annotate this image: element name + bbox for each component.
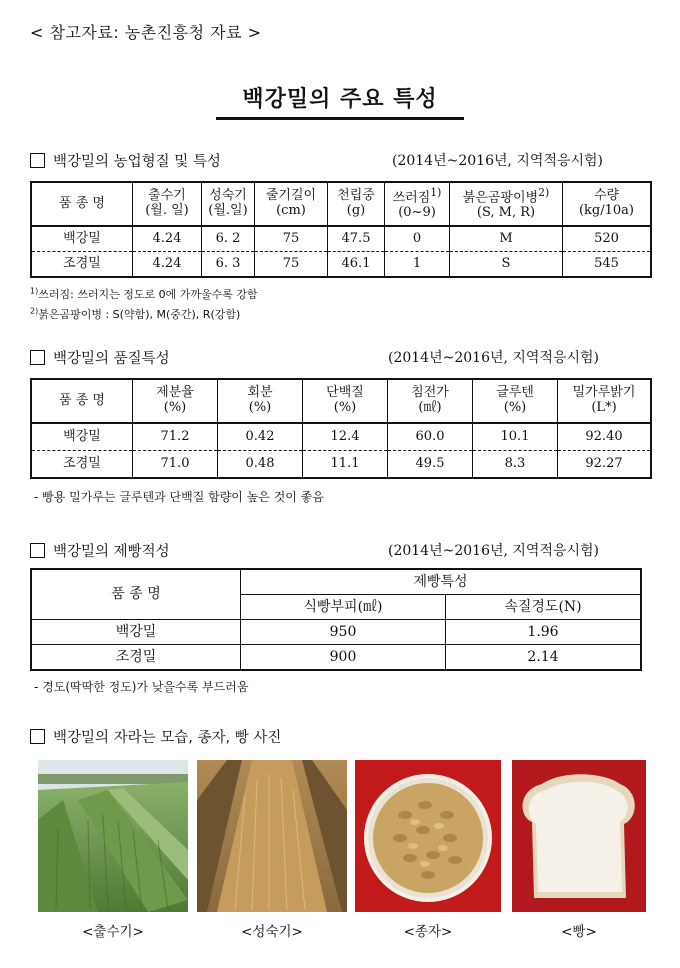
footnote-lodging: $^{1)}$쓰러짐: 쓰러지는 정도로 0에 가까울수록 강함 [30, 286, 258, 301]
table-row: 조경밀 900 2.14 [31, 645, 641, 671]
section-agri-note: (2014년~2016년, 지역적응시험) [392, 153, 604, 169]
col-variety: 품 종 명 [31, 379, 133, 423]
col-fusarium: 붉은곰팡이병$^{2)}$ (S, M, R) [450, 182, 563, 226]
col-variety: 품 종 명 [31, 569, 241, 620]
col-variety: 품 종 명 [31, 182, 133, 226]
col-sedimentation: 침전가 (㎖) [388, 379, 473, 423]
section-baking-note: (2014년~2016년, 지역적응시험) [388, 543, 600, 559]
table-row: 백강밀 950 1.96 [31, 620, 641, 645]
section-quality-note: (2014년~2016년, 지역적응시험) [388, 350, 600, 366]
checkbox-square-icon [30, 153, 45, 168]
caption-heading: <출수기> [82, 924, 144, 940]
table-row: 조경밀 71.0 0.48 11.1 49.5 8.3 92.27 [31, 451, 651, 479]
col-heading-date: 출수기 (월. 일) [133, 182, 202, 226]
checkbox-square-icon [30, 729, 45, 744]
heading-stage-photo [38, 760, 188, 912]
seed-photo [355, 760, 501, 912]
section-photos-heading: 백강밀의 자라는 모습, 종자, 빵 사진 [30, 726, 281, 747]
section-agri-heading: 백강밀의 농업형질 및 특성 [30, 150, 221, 171]
table-row: 백강밀 4.24 6. 2 75 47.5 0 M 520 [31, 226, 651, 252]
maturity-stage-photo [197, 760, 347, 912]
reference-header: < 참고자료: 농촌진흥청 자료 > [30, 23, 262, 42]
col-yield: 수량 (kg/10a) [563, 182, 652, 226]
caption-maturity: <성숙기> [241, 924, 303, 940]
table-row: 백강밀 71.2 0.42 12.4 60.0 10.1 92.40 [31, 423, 651, 451]
col-milling-rate: 제분율 (%) [133, 379, 218, 423]
col-loaf-volume: 식빵부피(㎖) [241, 595, 446, 620]
col-lodging: 쓰러짐$^{1)}$ (0~9) [385, 182, 450, 226]
table-row: 조경밀 4.24 6. 3 75 46.1 1 S 545 [31, 252, 651, 278]
col-grain-weight: 천립중 (g) [328, 182, 385, 226]
checkbox-square-icon [30, 350, 45, 365]
caption-bread: <빵> [561, 924, 597, 940]
col-crumb-hardness: 속질경도(N) [446, 595, 642, 620]
quality-table [30, 378, 652, 479]
agri-table [30, 181, 652, 278]
quality-note: - 빵용 밀가루는 글루텐과 단백질 함량이 높은 것이 좋음 [34, 490, 324, 504]
caption-seed: <종자> [403, 924, 453, 940]
baking-table [30, 568, 642, 671]
footnote-fusarium: $^{2)}$붉은곰팡이병 : S(약함), M(중간), R(강함) [30, 306, 241, 321]
baking-note: - 경도(딱딱한 정도)가 낮을수록 부드러움 [34, 680, 249, 694]
section-baking-heading: 백강밀의 제빵적성 [30, 540, 170, 561]
col-protein: 단백질 (%) [303, 379, 388, 423]
col-group-baking: 제빵특성 [241, 569, 642, 595]
checkbox-square-icon [30, 543, 45, 558]
col-maturity-date: 성숙기 (월.일) [202, 182, 255, 226]
section-quality-heading: 백강밀의 품질특성 [30, 347, 170, 368]
col-ash: 회분 (%) [218, 379, 303, 423]
col-gluten: 글루텐 (%) [473, 379, 558, 423]
bread-photo [512, 760, 646, 912]
col-stem-length: 줄기길이 (cm) [255, 182, 328, 226]
page-title: 백강밀의 주요 특성 [0, 82, 680, 120]
col-flour-brightness: 밀가루밝기 (L*) [558, 379, 652, 423]
